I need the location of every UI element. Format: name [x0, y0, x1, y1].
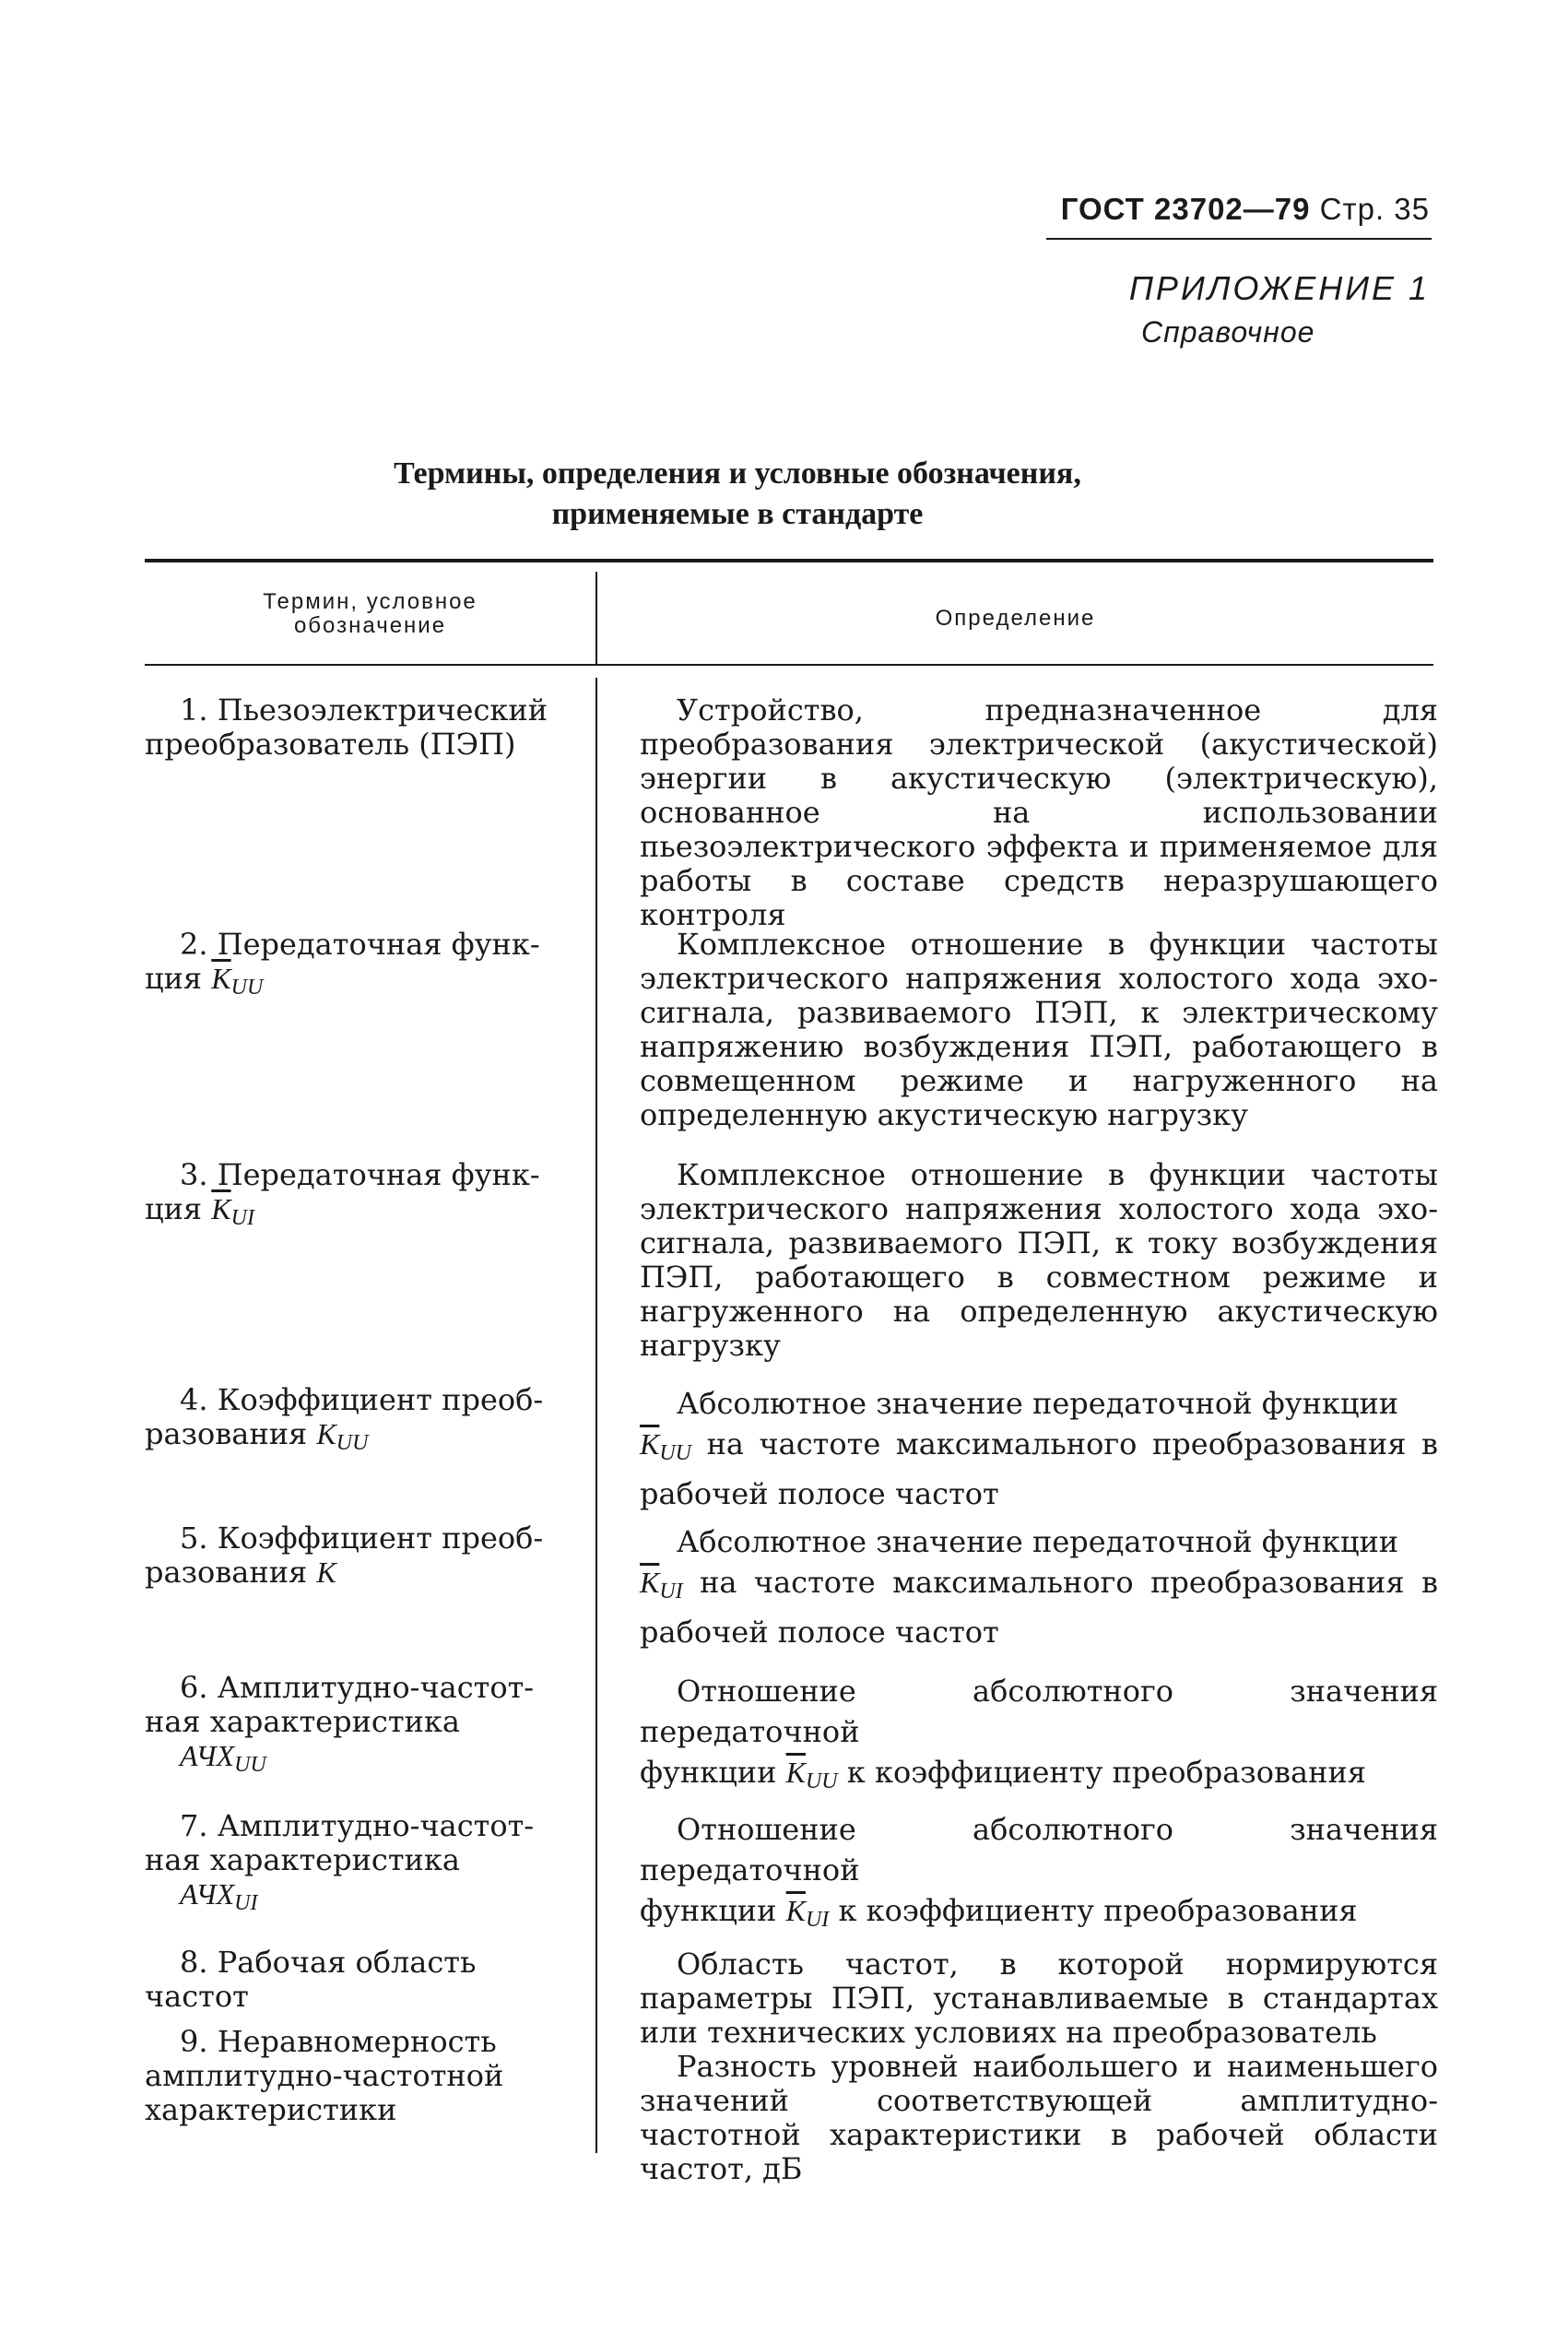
symbol-subscript: UU: [230, 976, 264, 1000]
term-5-line-2: [145, 1556, 574, 1590]
symbol-subscript: UI: [234, 1891, 258, 1915]
symbol-achx-ui: [180, 1877, 258, 1915]
term-2-line-1: 2. Передаточная функ-: [180, 927, 540, 962]
symbol-k: $\overline{K}$: [211, 1192, 231, 1225]
definition-5-line-1: Абсолютное значение передаточной функции: [677, 1524, 1399, 1559]
term-7-line-3: [145, 1877, 574, 1921]
term-9-line-2: амплитудно-частотной: [145, 2058, 504, 2093]
term-1-line-1: 1. Пьезоэлектрический: [180, 692, 548, 728]
page-header: [1061, 192, 1430, 227]
body-column-divider: [595, 678, 597, 2153]
definition-6-word: функции: [640, 1755, 777, 1790]
term-4-line-1: 4. Коэффициент преоб-: [180, 1382, 544, 1417]
definition-2: Комплексное отношение в функции частоты электрического напряжения холостого хода эхо-сигнала, развиваемого ПЭП, к электрическому напряжению возбуждения ПЭП, работающего в совмещенном режиме и нагруженного на определенную акустическую нагрузку: [640, 927, 1438, 1132]
term-7-line-1: 7. Амплитудно-частот-: [180, 1808, 535, 1843]
term-4: [145, 1383, 574, 1461]
definition-4: [640, 1383, 1438, 1514]
symbol-k-ui: [211, 1192, 254, 1230]
definition-4-rest: [640, 1424, 1438, 1514]
standard-number: ГОСТ 23702—79: [1060, 192, 1311, 226]
term-6: [145, 1671, 574, 1782]
term-8: [145, 1946, 574, 2014]
term-2-line-2: [145, 962, 574, 1005]
definition-6: [640, 1671, 1438, 1802]
appendix-type: Справочное: [1141, 315, 1315, 349]
definition-9: Разность уровней наибольшего и наименьшего значений соответствующей амплитудно-частотной характеристики в рабочей области частот, дБ: [640, 2049, 1438, 2186]
symbol-k: $\overline{K}$: [640, 1566, 660, 1599]
definition-7: [640, 1809, 1438, 1940]
term-6-line-1: 6. Амплитудно-частот-: [180, 1670, 535, 1705]
term-3-line-2: [145, 1192, 574, 1236]
term-3: [145, 1158, 574, 1236]
symbol-subscript: UI: [805, 1908, 830, 1932]
symbol-k-uu: [640, 1427, 692, 1465]
definition-5: [640, 1521, 1438, 1652]
term-5-line-1: 5. Коэффициент преоб-: [180, 1520, 544, 1556]
title-line-1: Термины, определения и условные обозначения,: [394, 456, 1081, 491]
term-6-line-2: ная характеристика: [145, 1704, 460, 1739]
symbol-achx-uu: [180, 1739, 266, 1777]
table-top-rule: [145, 559, 1433, 562]
term-4-word: разования: [145, 1416, 308, 1451]
term-9: [145, 2025, 574, 2127]
symbol-achx: АЧХ: [180, 1877, 235, 1911]
definition-3: Комплексное отношение в функции частоты электрического напряжения холостого хода эхо-сигнала, развиваемого ПЭП, к току возбуждения ПЭП, работающего в совместном режиме и нагруженного на определенную акустическую нагрузку: [640, 1157, 1438, 1363]
term-3-line-1: 3. Передаточная функ-: [180, 1157, 540, 1192]
symbol-k: $\overline{K}$: [211, 962, 231, 995]
symbol-k-uu: [316, 1417, 369, 1455]
symbol-k-uu: [211, 962, 264, 1000]
definition-7-line-1: Отношение абсолютного значения передаточной: [640, 1812, 1438, 1887]
symbol-k-uu: [785, 1756, 838, 1793]
term-5-word: разования: [145, 1555, 308, 1590]
table-header-rule: [145, 664, 1433, 666]
symbol-subscript: UU: [234, 1753, 266, 1777]
definition-6-line-2: [640, 1752, 1438, 1802]
term-4-line-2: [145, 1417, 574, 1461]
symbol-subscript: UI: [230, 1206, 254, 1230]
definition-1: Устройство, предназначенное для преобразования электрической (акустической) энергии в акустическую (электрическую), основанное на использовании пьезоэлектрического эффекта и применяемое для работы в составе средств неразрушающего контроля: [640, 692, 1438, 932]
term-1-line-2: преобразователь (ПЭП): [145, 727, 516, 762]
definition-5-rest: [640, 1562, 1438, 1652]
term-5: [145, 1521, 574, 1590]
term-2: [145, 928, 574, 1005]
definition-8: Область частот, в которой нормируются параметры ПЭП, устанавливаемые в стандартах или технических условиях на преобразователь: [640, 1946, 1438, 2050]
definition-7-text: к коэффициенту преобразования: [838, 1893, 1358, 1928]
term-9-line-3: характеристики: [145, 2092, 397, 2127]
appendix-label: ПРИЛОЖЕНИЕ 1: [1128, 269, 1430, 307]
symbol-k: $\overline{K}$: [640, 1427, 660, 1461]
column-header-term-line-1: Термин, условное: [263, 589, 477, 614]
symbol-subscript: UU: [336, 1431, 369, 1455]
definition-4-text: на частоте максимального преобразования в рабочей полосе частот: [640, 1426, 1438, 1511]
definition-6-line-1: Отношение абсолютного значения передаточной: [640, 1674, 1438, 1749]
term-3-word: ция: [145, 1191, 203, 1226]
column-header-definition: Определение: [935, 606, 1096, 631]
document-title: [323, 454, 1152, 535]
term-8-line-2: частот: [145, 1979, 249, 2014]
term-8-line-1: 8. Рабочая область: [180, 1945, 477, 1980]
page-number: Стр. 35: [1319, 192, 1430, 226]
term-2-word: ция: [145, 961, 203, 996]
definition-7-line-2: [640, 1890, 1438, 1940]
header-rule: [1046, 238, 1432, 240]
column-header-term-line-2: обозначение: [293, 613, 447, 638]
symbol-k-ui: [785, 1894, 830, 1932]
symbol-subscript: UI: [659, 1580, 683, 1603]
symbol-k: K: [316, 1417, 336, 1450]
definition-4-line-1: Абсолютное значение передаточной функции: [677, 1386, 1399, 1421]
definition-7-word: функции: [640, 1893, 777, 1928]
symbol-k-ui: [640, 1566, 683, 1603]
symbol-k: K: [316, 1556, 336, 1589]
title-line-2: применяемые в стандарте: [551, 497, 924, 531]
term-7: [145, 1809, 574, 1921]
column-header-term: [145, 590, 595, 638]
symbol-subscript: UU: [659, 1441, 692, 1465]
term-1: [145, 693, 574, 762]
definition-5-text: на частоте максимального преобразования в рабочей полосе частот: [640, 1565, 1439, 1650]
term-6-line-3: [145, 1739, 574, 1782]
term-9-line-1: 9. Неравномерность: [180, 2024, 497, 2059]
symbol-subscript: UU: [805, 1769, 838, 1793]
definition-6-text: к коэффициенту преобразования: [846, 1755, 1366, 1790]
symbol-k: $\overline{K}$: [785, 1756, 806, 1789]
symbol-k: $\overline{K}$: [785, 1894, 806, 1927]
symbol-achx: АЧХ: [180, 1739, 235, 1772]
term-7-line-2: ная характеристика: [145, 1842, 460, 1877]
